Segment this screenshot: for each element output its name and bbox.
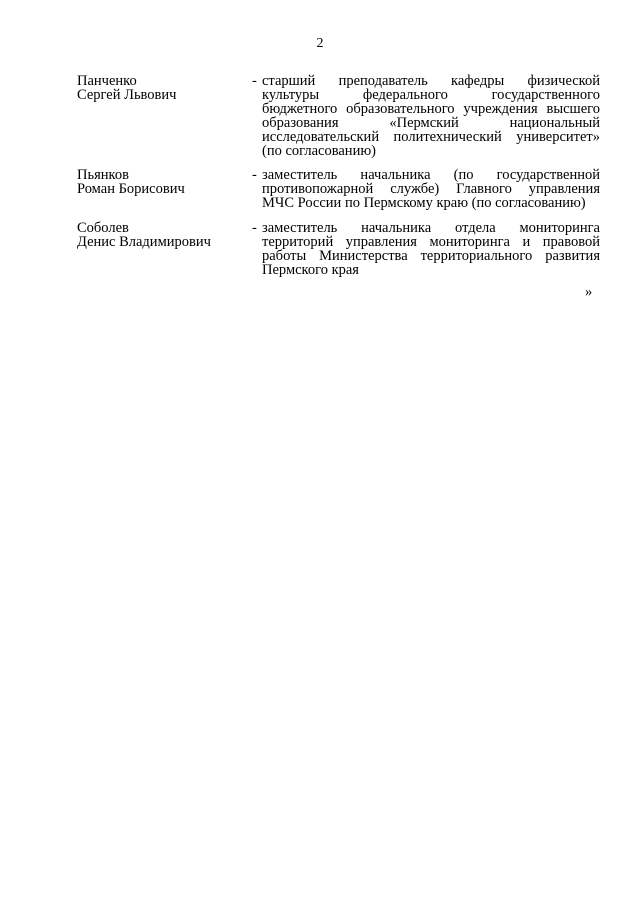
surname: Соболев xyxy=(77,220,129,236)
description-line: бюджетного образовательного учреждения высшего xyxy=(262,102,600,116)
person-name xyxy=(77,168,247,196)
position-description xyxy=(262,74,600,158)
position-description xyxy=(262,221,600,277)
description-line: противопожарной службе) Главного управления xyxy=(262,182,600,196)
dash-separator: - xyxy=(252,220,257,236)
description-line: культуры федерального государственного xyxy=(262,88,600,102)
given-names: Сергей Львович xyxy=(77,87,177,103)
closing-quote: » xyxy=(585,284,593,300)
description-line: работы Министерства территориального развития xyxy=(262,249,600,263)
description-line: МЧС России по Пермскому краю (по согласованию) xyxy=(262,196,586,210)
description-line: образования «Пермский национальный xyxy=(262,116,600,130)
given-names: Роман Борисович xyxy=(77,181,185,197)
page-number: 2 xyxy=(316,36,324,51)
surname: Панченко xyxy=(77,73,137,89)
description-line: Пермского края xyxy=(262,263,359,277)
surname: Пьянков xyxy=(77,167,129,183)
dash-separator: - xyxy=(252,73,257,89)
person-name xyxy=(77,74,247,102)
description-line: исследовательский политехнический университет» xyxy=(262,130,600,144)
dash-separator: - xyxy=(252,167,257,183)
description-line: старший преподаватель кафедры физической xyxy=(262,74,600,88)
description-line: заместитель начальника отдела мониторинга xyxy=(262,221,600,235)
description-line: заместитель начальника (по государственной xyxy=(262,168,600,182)
person-name xyxy=(77,221,247,249)
position-description xyxy=(262,168,600,210)
given-names: Денис Владимирович xyxy=(77,234,211,250)
description-line: (по согласованию) xyxy=(262,144,376,158)
description-line: территорий управления мониторинга и правовой xyxy=(262,235,600,249)
